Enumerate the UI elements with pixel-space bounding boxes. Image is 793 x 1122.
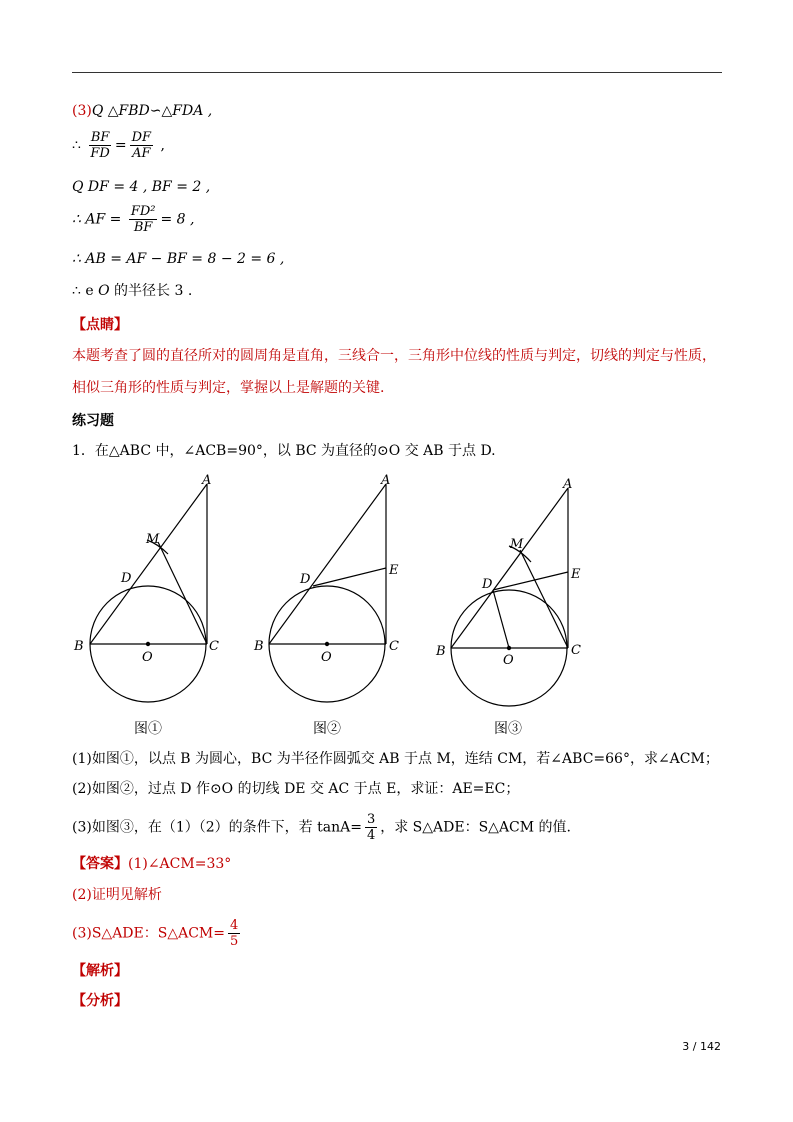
question-1: (1)如图①，以点 B 为圆心，BC 为半径作圆弧交 AB 于点 M，连结 CM，若∠ABC=66°，求∠ACM； bbox=[72, 751, 719, 767]
comment-line-1: 本题考查了圆的直径所对的圆周角是直角，三线合一，三角形中位线的性质与判定，切线的判定与性质， bbox=[72, 348, 716, 364]
fig2-label-B: B bbox=[254, 639, 264, 654]
fig3-label-B: B bbox=[436, 644, 446, 659]
fig1-label-M: M bbox=[146, 532, 160, 547]
fig2-label-E: E bbox=[389, 563, 399, 578]
figure-caption-3: 图③ bbox=[494, 721, 522, 737]
fig3-label-E: E bbox=[571, 567, 581, 582]
solution-line-3: Q DF = 4 , BF = 2 , bbox=[72, 179, 211, 195]
geometry-figures bbox=[0, 470, 793, 740]
solution-line-6: ∴ e O 的半径长 3 . bbox=[72, 283, 193, 299]
fig3-label-O: O bbox=[503, 653, 514, 668]
fig2-label-O: O bbox=[321, 650, 332, 665]
answer-line-2: (2)证明见解析 bbox=[72, 887, 162, 903]
header-rule bbox=[72, 72, 722, 73]
question-2: (2)如图②，过点 D 作⊙O 的切线 DE 交 AC 于点 E，求证：AE=EC； bbox=[72, 781, 520, 797]
fig3-label-M: M bbox=[510, 537, 524, 552]
answer-line-1: 【答案】(1)∠ACM=33° bbox=[72, 856, 232, 872]
comment-heading: 【点睛】 bbox=[72, 317, 128, 333]
analysis-subheading: 【分析】 bbox=[72, 993, 128, 1009]
fig1-label-C: C bbox=[209, 639, 219, 654]
question-3: (3)如图③，在（1）（2）的条件下，若 tanA= $\frac{3}{4}$ ，求 S△ADE：S△ACM 的值. bbox=[72, 812, 571, 843]
fig1-label-B: B bbox=[74, 639, 84, 654]
practice-heading: 练习题 bbox=[72, 413, 114, 429]
fig3-label-D: D bbox=[482, 577, 493, 592]
fig3-label-C: C bbox=[571, 643, 581, 658]
solution-line-2: ∴ $\frac{BF}{FD}$ = $\frac{DF}{AF}$ , bbox=[72, 130, 165, 161]
fig1-label-O: O bbox=[142, 650, 153, 665]
page-number: 3 / 142 bbox=[682, 1040, 721, 1053]
solution-line-4: ∴ AF = $\frac{\text{FD²}}{BF}$ = 8 , bbox=[72, 204, 195, 235]
figure-caption-1: 图① bbox=[134, 721, 162, 737]
fig2-label-D: D bbox=[300, 572, 311, 587]
analysis-heading: 【解析】 bbox=[72, 963, 128, 979]
fig2-label-A: A bbox=[381, 473, 391, 488]
comment-line-2: 相似三角形的性质与判定，掌握以上是解题的关键. bbox=[72, 380, 385, 396]
answer-line-3: (3)S△ADE：S△ACM= $\frac{4}{5}$ bbox=[72, 918, 239, 949]
solution-line-5: ∴ AB = AF − BF = 8 − 2 = 6 , bbox=[72, 251, 285, 267]
fig3-label-A: A bbox=[563, 477, 573, 492]
fig2-label-C: C bbox=[389, 639, 399, 654]
fig1-label-A: A bbox=[202, 473, 212, 488]
practice-question-1: 1．在△ABC 中，∠ACB=90°，以 BC 为直径的⊙O 交 AB 于点 D. bbox=[72, 443, 496, 459]
fig1-label-D: D bbox=[121, 571, 132, 586]
solution-line-1: (3)Q △FBD∽△FDA , bbox=[72, 103, 213, 119]
figure-caption-2: 图② bbox=[313, 721, 341, 737]
